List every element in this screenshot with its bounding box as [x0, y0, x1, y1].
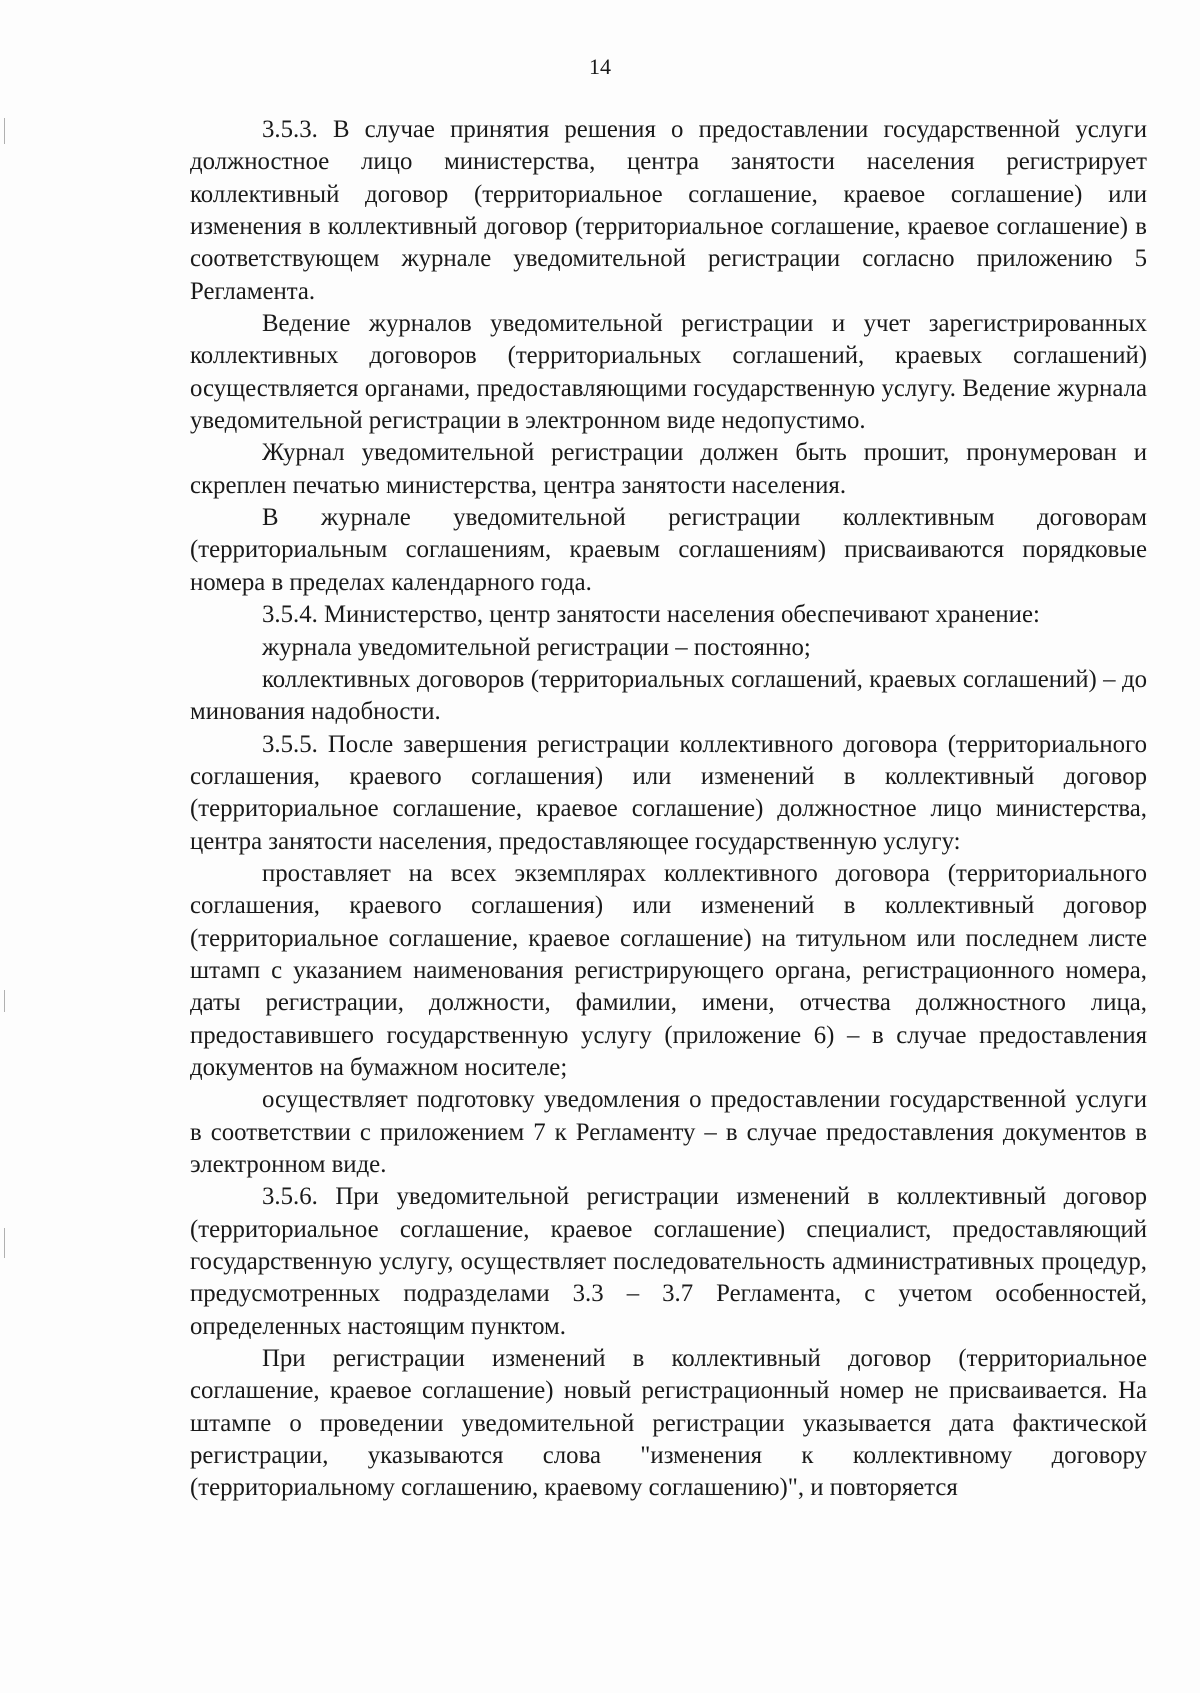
- paragraph-3-5-6: 3.5.6. При уведомительной регистрации изменений в коллективный договор (территориальное соглашение, краевое соглашение) специалист, предоставляющий государственную услугу, осуществляет последовательность административных процедур, предусмотренных подразделами 3.3 – 3.7 Регламента, с учетом особенностей, определенных настоящим пунктом.: [190, 1183, 1147, 1340]
- list-item-stamp: проставляет на всех экземплярах коллективного договора (территориального соглашения, краевого соглашения) или изменений в коллективный договор (территориальное соглашение, краевое соглашение) на титульном или последнем листе штамп с указанием наименования регистрирующего органа, регистрационного номера, даты регистрации, должности, фамилии, имени, отчества должностного лица, предоставившего государственную услугу (приложение 6) – в случае предоставления документов на бумажном носителе;: [190, 859, 1147, 1081]
- scan-edge-mark: [4, 990, 5, 1012]
- page-number: 14: [589, 54, 611, 79]
- paragraph-3-5-4: 3.5.4. Министерство, центр занятости населения обеспечивают хранение:: [262, 601, 1040, 629]
- list-item-journal-storage: журнала уведомительной регистрации – постоянно;: [262, 633, 811, 661]
- document-body: [190, 114, 1147, 1505]
- paragraph-3-5-3: 3.5.3. В случае принятия решения о предоставлении государственной услуги должностное лицо министерства, центра занятости населения регистрирует коллективный договор (территориальное соглашение, краевое соглашение) или изменения в коллективный договор (территориальное соглашение, краевое соглашение) в соответствующем журнале уведомительной регистрации согласно приложению 5 Регламента.: [190, 116, 1147, 305]
- list-item-notification: осуществляет подготовку уведомления о предоставлении государственной услуги в соответствии с приложением 7 к Регламенту – в случае предоставления документов в электронном виде.: [190, 1086, 1147, 1178]
- paragraph-3-5-5: 3.5.5. После завершения регистрации коллективного договора (территориального соглашения, краевого соглашения) или изменений в коллективный договор (территориальное соглашение, краевое соглашение) должностное лицо министерства, центра занятости населения, предоставляющее государственную услугу:: [190, 730, 1147, 855]
- scan-edge-mark: [4, 118, 5, 144]
- list-item-agreements-storage: коллективных договоров (территориальных соглашений, краевых соглашений) – до минования надобности.: [190, 665, 1147, 726]
- paragraph-journal-binding: Журнал уведомительной регистрации должен быть прошит, пронумерован и скреплен печатью министерства, центра занятости населения.: [190, 439, 1147, 499]
- paragraph-changes-registration: При регистрации изменений в коллективный договор (территориальное соглашение, краевое соглашение) новый регистрационный номер не присваивается. На штампе о проведении уведомительной регистрации указывается дата фактической регистрации, указываются слова "изменения к коллективному договору (территориальному соглашению, краевому соглашению)", и повторяется: [190, 1345, 1147, 1502]
- paragraph-numbering: В журнале уведомительной регистрации коллективным договорам (территориальным соглашениям, краевым соглашениям) присваиваются порядковые номера в пределах календарного года.: [190, 504, 1147, 596]
- scan-edge-mark: [4, 1228, 5, 1258]
- paragraph-journal-keeping: Ведение журналов уведомительной регистрации и учет зарегистрированных коллективных договоров (территориальных соглашений, краевых соглашений) осуществляется органами, предоставляющими государственную услугу. Ведение журнала уведомительной регистрации в электронном виде недопустимо.: [190, 310, 1147, 435]
